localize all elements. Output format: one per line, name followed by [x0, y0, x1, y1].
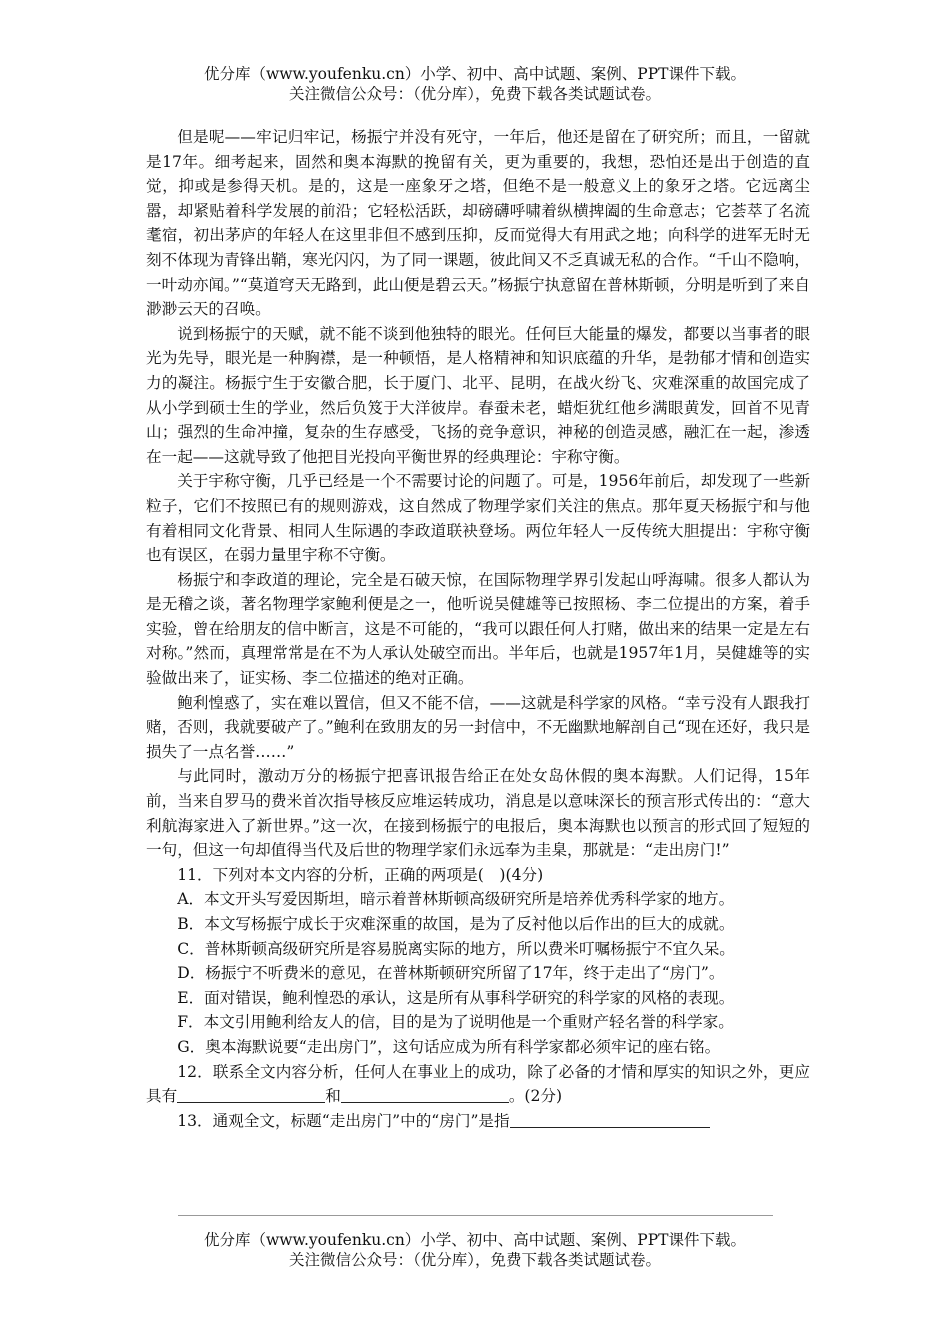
- page-header: [0, 64, 950, 104]
- question-stem: 13．通观全文，标题“走出房门”中的“房门”是指: [177, 1111, 510, 1130]
- answer-blank[interactable]: [341, 1086, 509, 1103]
- option-a: A．本文开头写爱因斯坦，暗示着普林斯顿高级研究所是培养优秀科学家的地方。: [177, 890, 735, 909]
- question-13: [146, 1109, 810, 1134]
- footer-line-1: 优分库（www.youfenku.cn）小学、初中、高中试题、案例、PPT课件下载。: [203, 1231, 747, 1249]
- option-e: E．面对错误，鲍利惶恐的承认，这是所有从事科学研究的科学家的风格的表现。: [177, 988, 735, 1007]
- paragraph: 说到杨振宁的天赋，就不能不谈到他独特的眼光。任何巨大能量的爆发，都要以当事者的眼光为先导，眼光是一种胸襟，是一种顿悟，是人格精神和知识底蕴的升华，是勃郁才情和创造实力的凝注。杨振宁生于安徽合肥，长于厦门、北平、昆明，在战火纷飞、灾难深重的故国完成了从小学到硕士生的学业，然后负笈于大洋彼岸。春蚕未老，蜡炬犹红他乡满眼黄发，回首不见青山；强烈的生命冲撞，复杂的生存感受，飞扬的竞争意识，神秘的创造灵感，融汇在一起，渗透在一起——这就导致了他把目光投向平衡世界的经典理论：宇称守衡。: [146, 324, 810, 466]
- question-11: [146, 863, 810, 1060]
- option-g: G．奥本海默说要“走出房门”，这句话应成为所有科学家都必须牢记的座右铭。: [177, 1037, 721, 1056]
- page-footer: [0, 1230, 950, 1270]
- paragraph: 杨振宁和李政道的理论，完全是石破天惊，在国际物理学界引发起山呼海啸。很多人都认为是无稽之谈，著名物理学家鲍利便是之一，他听说吴健雄等已按照杨、李二位提出的方案，着手实验，曾在给朋友的信中断言，这是不可能的，“我可以跟任何人打赌，做出来的结果一定是左右对称。”然而，真理常常是在不为人承认处破空而出。半年后，也就是1957年1月，吴健雄等的实验做出来了，证实杨、李二位描述的绝对正确。: [146, 570, 810, 688]
- question-stem: 12．联系全文内容分析，任何人在事业上的成功，除了必备的才情和厚实的知识之外，更应具有: [146, 1062, 810, 1106]
- paragraph: 但是呢——牢记归牢记，杨振宁并没有死守，一年后，他还是留在了研究所；而且，一留就是17年。细考起来，固然和奥本海默的挽留有关，更为重要的，我想，恐怕还是出于创造的直觉，抑或是参得天机。是的，这是一座象牙之塔，但绝不是一般意义上的象牙之塔。它远离尘嚣，却紧贴着科学发展的前沿；它轻松活跃，却磅礴呼啸着纵横捭阖的生命意志；它荟萃了名流耄宿，初出茅庐的年轻人在这里非但不感到压抑，反而觉得大有用武之地；向科学的进军无时无刻不体现为青锋出鞘，寒光闪闪，为了同一课题，彼此间又不乏真诚无私的合作。“千山不隐响，一叶动亦闻。”“莫道穹天无路到，此山便是碧云天。”杨振宁执意留在普林斯顿，分明是听到了来自渺渺云天的召唤。: [146, 128, 810, 319]
- footer-line-2: 关注微信公众号：（优分库），免费下载各类试题试卷。: [288, 1251, 661, 1269]
- paragraph: 鲍利惶惑了，实在难以置信，但又不能不信，——这就是科学家的风格。“幸亏没有人跟我打赌，否则，我就要破产了。”鲍利在致朋友的另一封信中，不无幽默地解剖自己“现在还好，我只是损失了一点名誉……”: [146, 693, 810, 761]
- option-c: C．普林斯顿高级研究所是容易脱离实际的地方，所以费米叮嘱杨振宁不宜久呆。: [177, 939, 735, 958]
- article-body: [146, 125, 810, 1133]
- header-line-2: 关注微信公众号：（优分库），免费下载各类试题试卷。: [288, 85, 661, 103]
- paragraph: 与此同时，激动万分的杨振宁把喜讯报告给正在处女岛休假的奥本海默。人们记得，15年前，当来自罗马的费米首次指导核反应堆运转成功，消息是以意味深长的预言形式传出的：“意大利航海家进入了新世界。”这一次，在接到杨振宁的电报后，奥本海默也以预言的形式回了短短的一句，但这一句却值得当代及后世的物理学家们永远奉为圭臬，那就是：“走出房门!”: [146, 767, 810, 860]
- answer-blank[interactable]: [510, 1111, 710, 1128]
- paragraph: 关于宇称守衡，几乎已经是一个不需要讨论的问题了。可是，1956年前后，却发现了一些新粒子，它们不按照已有的规则游戏，这自然成了物理学家们关注的焦点。那年夏天杨振宁和与他有着相同文化背景、相同人生际遇的李政道联袂登场。两位年轻人一反传统大胆提出：宇称守衡也有误区，在弱力量里宇称不守衡。: [146, 472, 810, 565]
- footer-divider: [178, 1215, 773, 1216]
- question-12: [146, 1060, 810, 1109]
- connector-text: 和: [325, 1087, 341, 1106]
- question-stem: 11．下列对本文内容的分析，正确的两项是( )(4分): [177, 865, 544, 884]
- score-note: 。(2分): [508, 1087, 563, 1106]
- option-b: B．本文写杨振宁成长于灾难深重的故国，是为了反衬他以后作出的巨大的成就。: [177, 915, 735, 933]
- option-f: F．本文引用鲍利给友人的信，目的是为了说明他是一个重财产轻名誉的科学家。: [177, 1013, 734, 1032]
- option-d: D．杨振宁不听费米的意见，在普林斯顿研究所留了17年，终于走出了“房门”。: [177, 964, 725, 983]
- header-line-1: 优分库（www.youfenku.cn）小学、初中、高中试题、案例、PPT课件下载。: [203, 65, 747, 83]
- answer-blank[interactable]: [177, 1086, 325, 1103]
